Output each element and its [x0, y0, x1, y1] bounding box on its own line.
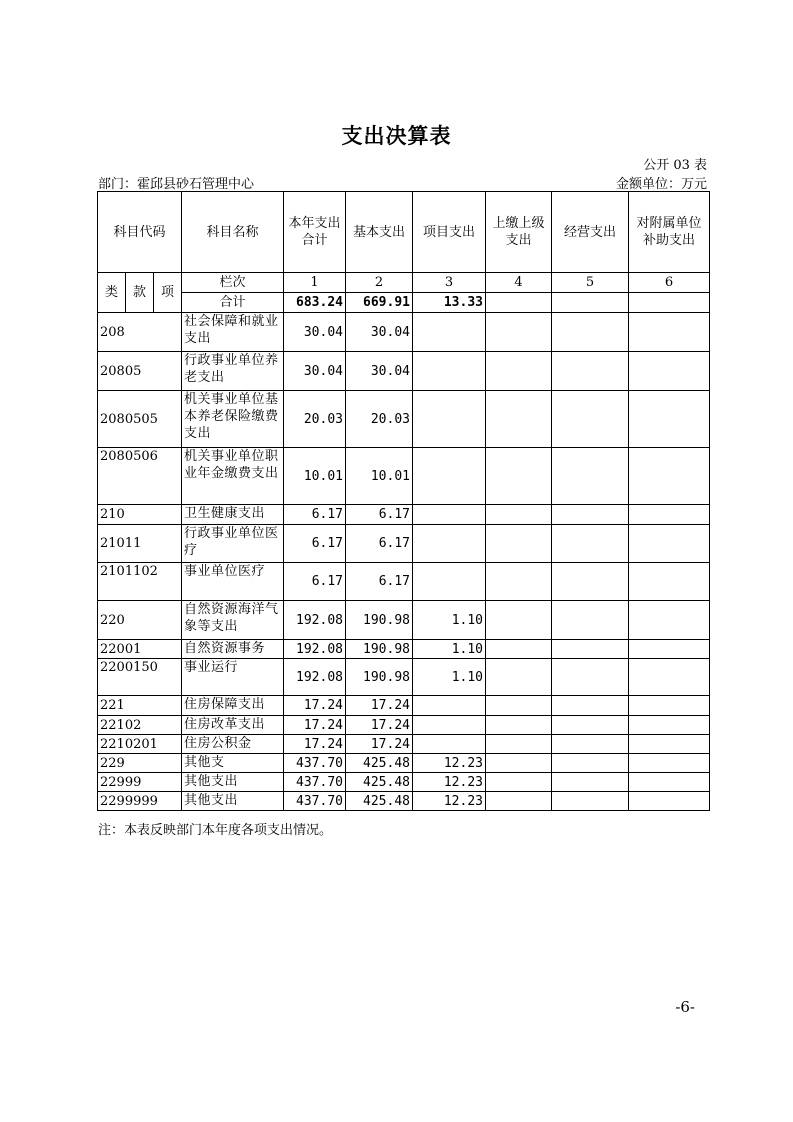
- header-name: 科目名称: [182, 192, 284, 273]
- total-amount: 17.24: [284, 716, 346, 735]
- subject-name: 自然资源海洋气象等支出: [182, 601, 284, 640]
- table-row: [98, 696, 710, 716]
- empty-cell: [486, 659, 552, 696]
- empty-cell: [486, 601, 552, 640]
- basic-amount: 425.48: [346, 773, 413, 792]
- subject-code: 221: [98, 696, 182, 716]
- page-number: -6-: [675, 998, 695, 1016]
- empty-cell: [552, 640, 629, 659]
- empty-cell: [629, 352, 710, 391]
- empty-cell: [629, 640, 710, 659]
- empty-cell: [629, 754, 710, 773]
- total-amount: 17.24: [284, 735, 346, 754]
- empty-cell: [552, 505, 629, 525]
- subject-code: 21011: [98, 525, 182, 563]
- subject-code: 2299999: [98, 792, 182, 811]
- empty-cell: [629, 716, 710, 735]
- total-amount: 192.08: [284, 601, 346, 640]
- table-row: [98, 640, 710, 659]
- basic-amount: 6.17: [346, 525, 413, 563]
- department-label: 部门：霍邱县砂石管理中心: [98, 177, 255, 192]
- total-amount: 6.17: [284, 563, 346, 601]
- footnote: 注：本表反映部门本年度各项支出情况。: [98, 823, 333, 838]
- header-lanci: 栏次: [182, 273, 284, 293]
- total-label: 合计: [182, 293, 284, 313]
- empty-cell: [552, 659, 629, 696]
- project-amount: 12.23: [413, 773, 486, 792]
- table-row: [98, 792, 710, 811]
- subject-name: 卫生健康支出: [182, 505, 284, 525]
- total-amount: 30.04: [284, 313, 346, 352]
- empty-cell: [486, 293, 552, 313]
- basic-amount: 10.01: [346, 448, 413, 505]
- header-kuan: 款: [126, 273, 154, 313]
- total-amount: 437.70: [284, 792, 346, 811]
- form-number: 公开 03 表: [643, 158, 707, 173]
- subject-name: 住房公积金: [182, 735, 284, 754]
- basic-amount: 6.17: [346, 563, 413, 601]
- column-number: 5: [552, 273, 629, 293]
- subject-code: 220: [98, 601, 182, 640]
- table-row: [98, 525, 710, 563]
- subject-code: 2210201: [98, 735, 182, 754]
- project-amount: [413, 716, 486, 735]
- basic-amount: 17.24: [346, 735, 413, 754]
- table-row: [98, 505, 710, 525]
- empty-cell: [629, 563, 710, 601]
- project-amount: 12.23: [413, 792, 486, 811]
- empty-cell: [629, 659, 710, 696]
- basic-amount: 190.98: [346, 659, 413, 696]
- empty-cell: [486, 640, 552, 659]
- empty-cell: [629, 735, 710, 754]
- subject-name: 住房改革支出: [182, 716, 284, 735]
- empty-cell: [486, 352, 552, 391]
- basic-amount: 425.48: [346, 792, 413, 811]
- empty-cell: [552, 313, 629, 352]
- empty-cell: [552, 716, 629, 735]
- header-code: 科目代码: [98, 192, 182, 273]
- subject-name: 事业运行: [182, 659, 284, 696]
- table-row: [98, 352, 710, 391]
- empty-cell: [552, 563, 629, 601]
- empty-cell: [486, 696, 552, 716]
- header-basic: 基本支出: [346, 192, 413, 273]
- empty-cell: [629, 313, 710, 352]
- project-amount: [413, 735, 486, 754]
- total-amount: 10.01: [284, 448, 346, 505]
- header-project: 项目支出: [413, 192, 486, 273]
- total-amount: 437.70: [284, 773, 346, 792]
- header-lei: 类: [98, 273, 126, 313]
- subject-name: 社会保障和就业支出: [182, 313, 284, 352]
- column-number-row: [98, 273, 710, 293]
- basic-amount: 425.48: [346, 754, 413, 773]
- project-amount: [413, 696, 486, 716]
- subject-code: 210: [98, 505, 182, 525]
- total-amount: 30.04: [284, 352, 346, 391]
- subject-code: 2080505: [98, 391, 182, 448]
- project-amount: [413, 525, 486, 563]
- empty-cell: [486, 313, 552, 352]
- basic-amount: 190.98: [346, 601, 413, 640]
- subject-code: 229: [98, 754, 182, 773]
- empty-cell: [552, 792, 629, 811]
- basic-amount: 190.98: [346, 640, 413, 659]
- empty-cell: [552, 525, 629, 563]
- total-amount: 192.08: [284, 659, 346, 696]
- page-title: 支出决算表: [341, 124, 452, 148]
- project-amount: [413, 563, 486, 601]
- total-amount: 17.24: [284, 696, 346, 716]
- column-number: 1: [284, 273, 346, 293]
- empty-cell: [629, 792, 710, 811]
- subject-name: 自然资源事务: [182, 640, 284, 659]
- table-row: [98, 448, 710, 505]
- empty-cell: [486, 792, 552, 811]
- subject-code: 2200150: [98, 659, 182, 696]
- project-amount: [413, 391, 486, 448]
- column-number: 2: [346, 273, 413, 293]
- empty-cell: [552, 391, 629, 448]
- empty-cell: [629, 505, 710, 525]
- project-amount: 1.10: [413, 640, 486, 659]
- header-subsidy: 对附属单位补助支出: [629, 192, 710, 273]
- subject-name: 其他支: [182, 754, 284, 773]
- subject-code: 20805: [98, 352, 182, 391]
- header-xiang: 项: [154, 273, 182, 313]
- empty-cell: [552, 773, 629, 792]
- header-row: [98, 192, 710, 273]
- empty-cell: [552, 448, 629, 505]
- empty-cell: [629, 448, 710, 505]
- empty-cell: [552, 696, 629, 716]
- header-operation: 经营支出: [552, 192, 629, 273]
- total-amount: 683.24: [284, 293, 346, 313]
- empty-cell: [486, 754, 552, 773]
- table-row: [98, 601, 710, 640]
- data-rows: [98, 313, 710, 811]
- total-amount: 192.08: [284, 640, 346, 659]
- table-row: [98, 563, 710, 601]
- basic-amount: 30.04: [346, 313, 413, 352]
- subject-name: 机关事业单位职业年金缴费支出: [182, 448, 284, 505]
- subject-code: 2101102: [98, 563, 182, 601]
- total-row: [98, 293, 710, 313]
- empty-cell: [552, 735, 629, 754]
- empty-cell: [486, 716, 552, 735]
- empty-cell: [486, 391, 552, 448]
- column-number: 4: [486, 273, 552, 293]
- empty-cell: [629, 773, 710, 792]
- empty-cell: [486, 448, 552, 505]
- table-row: [98, 659, 710, 696]
- subject-name: 其他支出: [182, 792, 284, 811]
- empty-cell: [486, 525, 552, 563]
- basic-amount: 20.03: [346, 391, 413, 448]
- table-row: [98, 735, 710, 754]
- total-amount: 6.17: [284, 525, 346, 563]
- expenditure-table: [97, 191, 710, 811]
- column-number: 6: [629, 273, 710, 293]
- empty-cell: [629, 696, 710, 716]
- subject-code: 22102: [98, 716, 182, 735]
- empty-cell: [552, 754, 629, 773]
- subject-code: 2080506: [98, 448, 182, 505]
- empty-cell: [629, 391, 710, 448]
- project-amount: 1.10: [413, 601, 486, 640]
- empty-cell: [552, 601, 629, 640]
- project-amount: [413, 352, 486, 391]
- subject-name: 其他支出: [182, 773, 284, 792]
- subject-name: 行政事业单位医疗: [182, 525, 284, 563]
- basic-amount: 17.24: [346, 696, 413, 716]
- empty-cell: [486, 735, 552, 754]
- header-turnover: 上缴上级支出: [486, 192, 552, 273]
- total-amount: 20.03: [284, 391, 346, 448]
- total-project: 13.33: [413, 293, 486, 313]
- header-total: 本年支出合计: [284, 192, 346, 273]
- subject-code: 208: [98, 313, 182, 352]
- project-amount: [413, 505, 486, 525]
- empty-cell: [629, 601, 710, 640]
- basic-amount: 6.17: [346, 505, 413, 525]
- empty-cell: [629, 293, 710, 313]
- empty-cell: [486, 505, 552, 525]
- total-basic: 669.91: [346, 293, 413, 313]
- table-row: [98, 754, 710, 773]
- table-row: [98, 313, 710, 352]
- subject-name: 行政事业单位养老支出: [182, 352, 284, 391]
- subject-name: 住房保障支出: [182, 696, 284, 716]
- empty-cell: [552, 352, 629, 391]
- project-amount: 1.10: [413, 659, 486, 696]
- project-amount: [413, 313, 486, 352]
- table-row: [98, 716, 710, 735]
- project-amount: 12.23: [413, 754, 486, 773]
- empty-cell: [552, 293, 629, 313]
- column-number: 3: [413, 273, 486, 293]
- total-amount: 437.70: [284, 754, 346, 773]
- empty-cell: [486, 563, 552, 601]
- subject-name: 事业单位医疗: [182, 563, 284, 601]
- basic-amount: 17.24: [346, 716, 413, 735]
- total-amount: 6.17: [284, 505, 346, 525]
- subject-code: 22001: [98, 640, 182, 659]
- subject-name: 机关事业单位基本养老保险缴费支出: [182, 391, 284, 448]
- basic-amount: 30.04: [346, 352, 413, 391]
- project-amount: [413, 448, 486, 505]
- subject-code: 22999: [98, 773, 182, 792]
- empty-cell: [629, 525, 710, 563]
- table-row: [98, 391, 710, 448]
- empty-cell: [486, 773, 552, 792]
- table-row: [98, 773, 710, 792]
- amount-unit: 金额单位：万元: [615, 177, 707, 192]
